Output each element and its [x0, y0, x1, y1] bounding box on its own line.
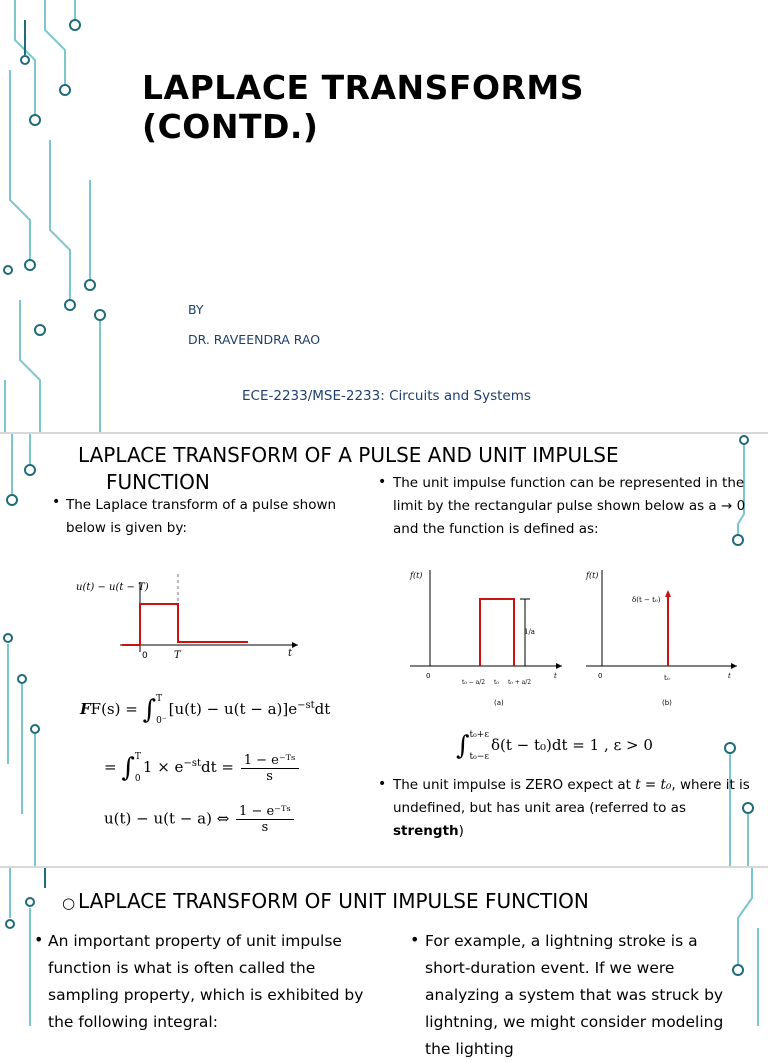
- equation-pulse-transform-pair: u(t) − u(t − a) ⇔ $\frac{\text{1 − e⁻ᵀˢ}}{s}$: [104, 804, 296, 835]
- plot-a-caption: (a): [494, 699, 504, 707]
- bullet-icon: •: [410, 930, 420, 949]
- right-bullet2-text: The unit impulse is ZERO expect at t = t₀, where it is undefined, but has unit area (referred to as strength): [393, 777, 750, 839]
- equation-laplace-pulse-step2: = ∫ T 0 $1 \times e^{-st}dt$ = $\frac{\text{1 − e⁻ᵀˢ}}{s}$: [104, 746, 301, 790]
- equation-laplace-pulse: FF(s) = ∫ T 0⁻ $[u(t) - u(t - a)]e^{-st}dt$: [80, 694, 331, 726]
- author-name: DR. RAVEENDRA RAO: [188, 332, 321, 347]
- pulse-tick-0: 0: [142, 651, 148, 661]
- left-bullet-text: An important property of unit impulse function is what is often called the sampling property, which is exhibited by the following integral:: [48, 932, 364, 1031]
- plot-a-tick-left: t₀ − a/2: [462, 679, 486, 686]
- impulse-plots: [402, 562, 752, 712]
- bullet-icon: ○: [62, 894, 76, 912]
- equation-unit-impulse-definition: ∫ t₀+ε t₀−ε δ(t − t₀)dt = 1 , ε > 0: [456, 730, 653, 762]
- plot-b-ylabel: f(t): [586, 571, 599, 580]
- pulse-impulse-slide: [0, 432, 768, 866]
- circuit-decoration-left: [0, 434, 60, 866]
- plot-a-ylabel: f(t): [410, 571, 423, 580]
- plot-b-tick: t₀: [664, 674, 670, 682]
- slide-title-line2: FUNCTION: [106, 470, 210, 494]
- unit-impulse-transform-slide: [0, 866, 768, 1058]
- slide-title-line1: LAPLACE TRANSFORM OF A PULSE AND UNIT IMPULSE: [78, 443, 619, 467]
- circuit-decoration-left: [0, 0, 120, 432]
- right-bullet1-text: The unit impulse function can be represented in the limit by the rectangular pulse shown below as a → 0 and the function is defined as:: [393, 475, 746, 537]
- plot-b-caption: (b): [662, 699, 672, 707]
- slide-title: LAPLACE TRANSFORMS (CONTD.): [142, 68, 585, 146]
- bullet-icon: •: [52, 494, 61, 510]
- plot-b-origin: 0: [598, 672, 603, 680]
- right-bullet-text: For example, a lightning stroke is a short-duration event. If we were analyzing a system that was struck by lightning, we might consider modeling the lighting: [425, 932, 724, 1058]
- plot-a-tick-mid: t₀: [494, 679, 499, 686]
- pulse-ylabel: u(t) − u(t − T): [76, 582, 149, 593]
- plot-b-impulse-label: δ(t − t₀): [632, 596, 661, 604]
- plot-a-tick-right: t₀ + a/2: [508, 679, 532, 686]
- plot-b-xlabel: t: [728, 672, 731, 680]
- bullet-icon: •: [378, 776, 387, 792]
- pulse-xlabel: t: [288, 648, 293, 659]
- by-label: BY: [188, 302, 204, 317]
- bullet-icon: •: [34, 930, 44, 949]
- title-slide: [0, 0, 768, 432]
- pulse-plot: [70, 574, 310, 664]
- left-bullet-text: The Laplace transform of a pulse shown below is given by:: [66, 497, 337, 536]
- plot-a-origin: 0: [426, 672, 431, 680]
- plot-a-height-label: 1/a: [524, 628, 535, 636]
- pulse-tick-T: T: [174, 650, 181, 661]
- bullet-icon: •: [378, 474, 387, 490]
- plot-a-xlabel: t: [554, 672, 557, 680]
- slide-title: LAPLACE TRANSFORM OF UNIT IMPULSE FUNCTION: [78, 889, 589, 913]
- course-name: ECE-2233/MSE-2233: Circuits and Systems: [242, 388, 531, 404]
